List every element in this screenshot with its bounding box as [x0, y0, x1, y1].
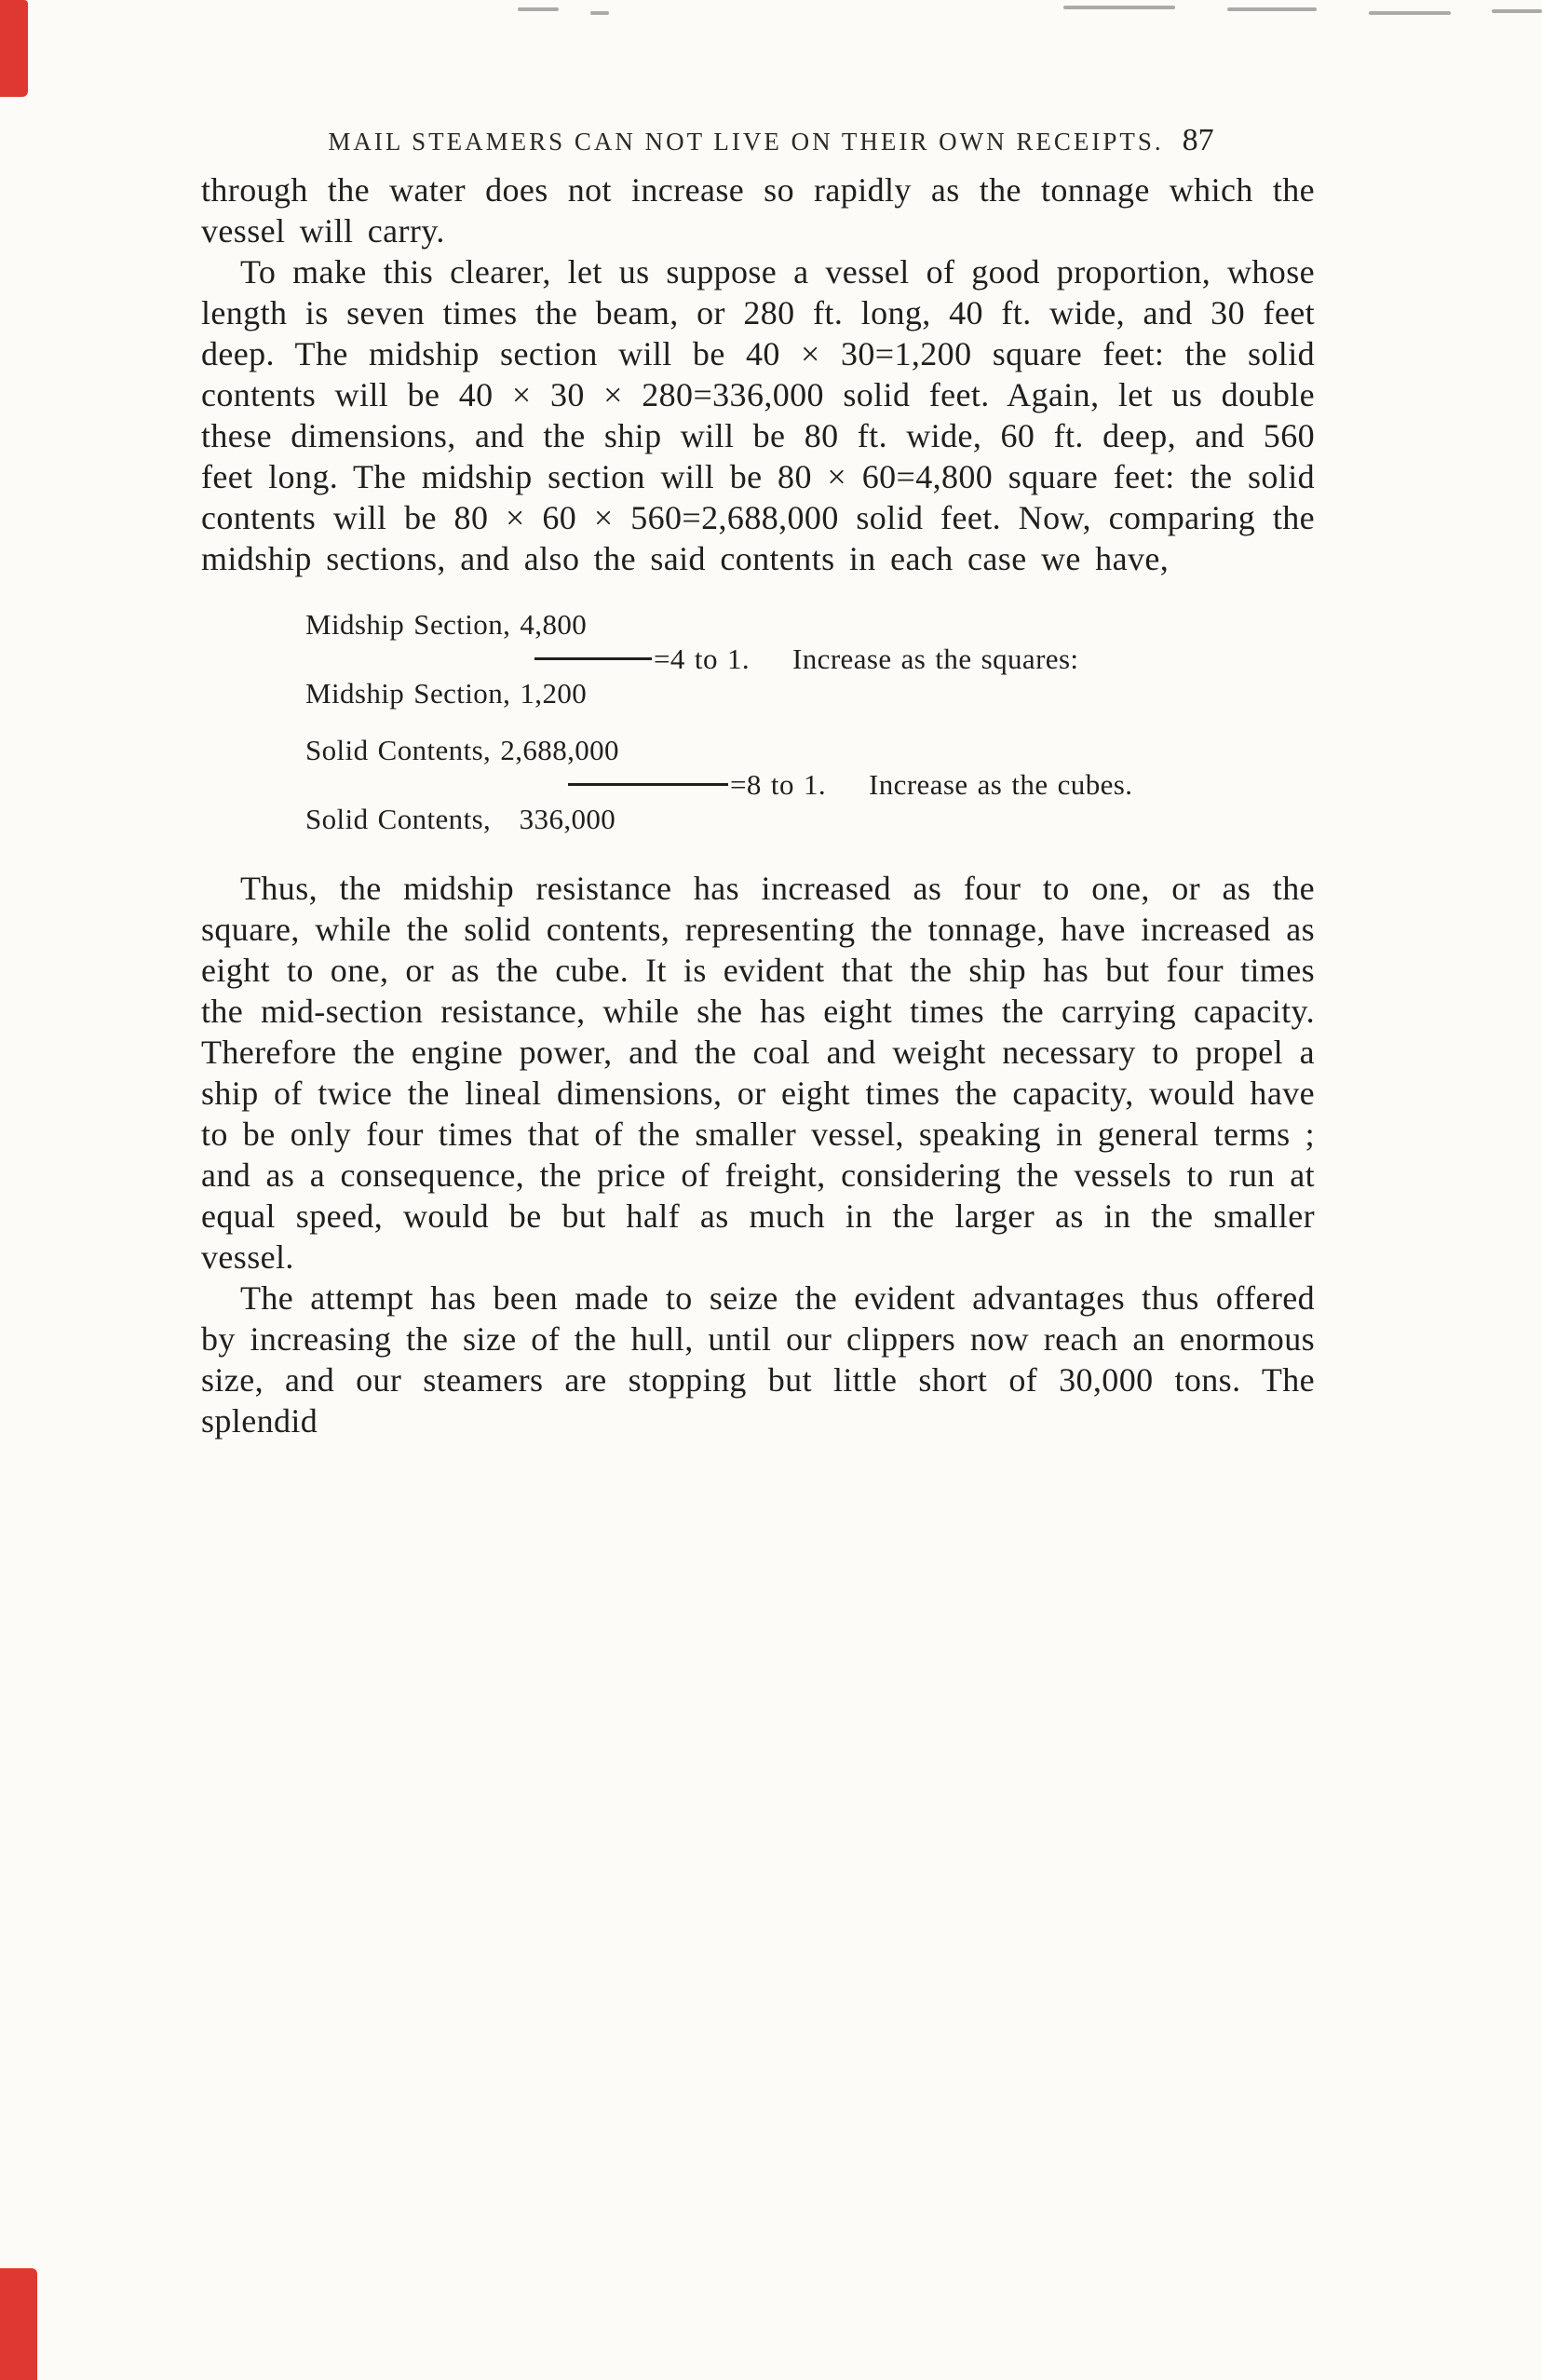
scan-artifact-dash	[1492, 9, 1542, 13]
scan-artifact-dash	[1227, 7, 1317, 11]
fraction-denominator: Solid Contents, 336,000	[305, 803, 616, 835]
fraction-bar	[568, 783, 728, 786]
fraction-bar	[534, 657, 652, 660]
fraction-note: Increase as the cubes.	[869, 768, 1133, 801]
fraction-middle-line	[305, 767, 1315, 802]
scan-artifact-dash	[518, 7, 559, 11]
text-block	[201, 169, 1315, 1441]
running-header	[0, 123, 1542, 158]
scan-artifact-red-top-left	[0, 0, 28, 97]
body-paragraph: The attempt has been made to seize the evident advantages thus offered by increasing the size of the hull, until our clippers now reach an enormous size, and our steamers are stopping but little short of 30,000 tons. The splendid	[201, 1279, 1315, 1440]
fraction-numerator: Solid Contents, 2,688,000	[305, 734, 619, 766]
formula-block	[305, 607, 1315, 836]
scan-artifact-dash	[590, 11, 609, 15]
fraction-result: =4 to 1.	[654, 642, 751, 675]
page-number: 87	[1182, 123, 1214, 157]
fraction-middle-line	[305, 642, 1315, 676]
ratio-formula-solid-contents	[305, 733, 1315, 836]
scan-artifact-dash	[1063, 6, 1175, 9]
running-header-title: MAIL STEAMERS CAN NOT LIVE ON THEIR OWN RECEIPTS.	[328, 128, 1164, 156]
ratio-formula-midship-section	[305, 607, 1315, 710]
fraction-note: Increase as the squares:	[792, 642, 1079, 675]
body-paragraph-continued: through the water does not increase so rapidly as the tonnage which the vessel will carry.	[201, 171, 1315, 250]
fraction-numerator: Midship Section, 4,800	[305, 608, 588, 641]
body-paragraph: Thus, the midship resistance has increased as four to one, or as the square, while the solid contents, representing the tonnage, have increased as eight to one, or as the cube. It is evident that the ship has but four times the mid-section resistance, while she has eight times the carrying capacity. Therefore the engine power, and the coal and weight necessary to propel a ship of twice the lineal dimensions, or eight times the capacity, would have to be only four times that of the smaller vessel, speaking in general terms ; and as a consequence, the price of freight, considering the vessels to run at equal speed, would be but half as much in the larger as in the smaller vessel.	[201, 870, 1315, 1276]
scan-artifact-dash	[1369, 11, 1451, 15]
body-paragraph: To make this clearer, let us suppose a vessel of good proportion, whose length is seven times the beam, or 280 ft. long, 40 ft. wide, and 30 feet deep. The midship section will be 40 × 30=1,200 square feet: the solid contents will be 40 × 30 × 280=336,000 solid feet. Again, let us double these dimensions, and the ship will be 80 ft. wide, 60 ft. deep, and 560 feet long. The midship section will be 80 × 60=4,800 square feet: the solid contents will be 80 × 60 × 560=2,688,000 solid feet. Now, comparing the midship sections, and also the said contents in each case we have,	[201, 253, 1315, 577]
fraction-result: =8 to 1.	[730, 768, 827, 801]
fraction-denominator: Midship Section, 1,200	[305, 677, 588, 710]
scan-artifact-red-bottom-left	[0, 2268, 37, 2380]
